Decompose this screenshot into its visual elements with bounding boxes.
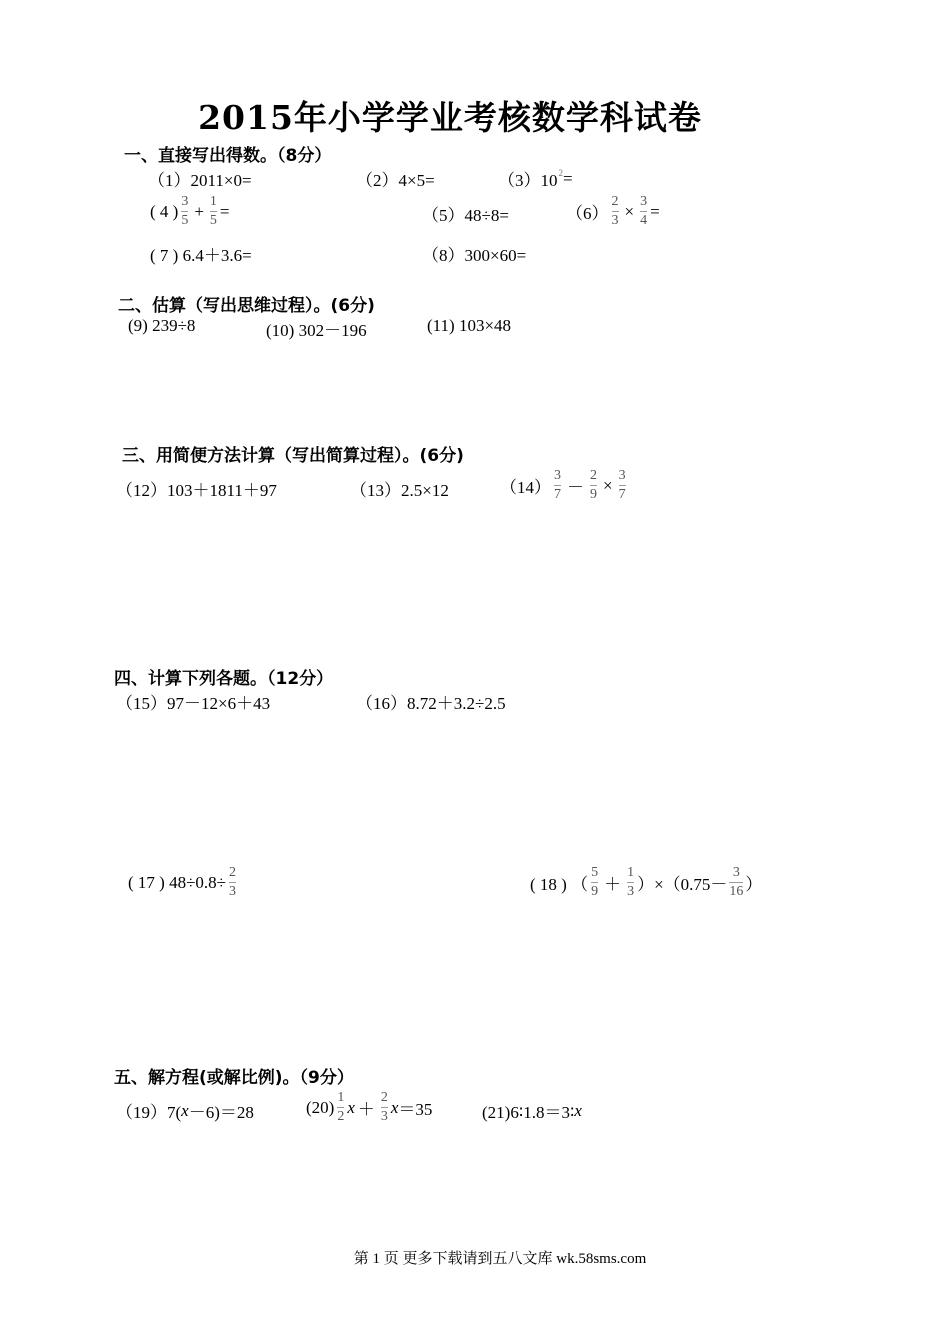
question-12: （12）103＋1811＋97 (116, 481, 277, 500)
question-18: ( 18 ) （ $\frac{5}{9}$ ＋ $\frac{1}{3}$ ）×（0.75－ $\frac{3}{16}$ ） (530, 865, 763, 899)
page-footer: 第 1 页 更多下载请到五八文库 wk.58sms.com (353, 1251, 647, 1267)
section-4-heading: 四、计算下列各题。（12分） (114, 669, 334, 689)
page-title: 2015年小学学业考核数学科试卷 (198, 98, 702, 137)
exponent: 2 (558, 167, 563, 178)
fraction: $\frac{3}{7}$ (554, 468, 561, 502)
question-14: （14） $\frac{3}{7}$ － $\frac{2}{9}$ × $\frac{3}{7}$ (500, 468, 626, 502)
question-8: （8）300×60= (422, 246, 527, 265)
question-11: (11) 103×48 (427, 316, 512, 335)
question-4: ( 4 ) $\frac{3}{5}$ + $\frac{1}{5}$ = (150, 194, 230, 228)
fraction: $\frac{3}{7}$ (618, 468, 626, 502)
question-3: （3）10 2 = (498, 167, 573, 190)
fraction: $\frac{1}{2}$ (337, 1090, 345, 1124)
fraction: $\frac{2}{3}$ (611, 194, 619, 228)
section-5-heading: 五、解方程(或解比例)。（9分） (114, 1068, 354, 1088)
question-9: (9) 239÷8 (128, 316, 196, 335)
question-7: ( 7 ) 6.4＋3.6= (150, 246, 252, 265)
fraction: $\frac{3}{16}$ (729, 865, 744, 899)
question-5: （5）48÷8= (422, 206, 509, 225)
section-1-heading: 一、直接写出得数。（8分） (124, 146, 332, 166)
fraction: $\frac{3}{4}$ (640, 194, 648, 228)
question-19: （19）7( x －6)＝28 (116, 1100, 254, 1122)
fraction: $\frac{3}{5}$ (181, 194, 189, 228)
question-1: （1）2011×0= (148, 171, 252, 190)
fraction: $\frac{2}{9}$ (590, 468, 597, 502)
question-15: （15）97－12×6＋43 (116, 694, 271, 713)
question-17: ( 17 ) 48÷0.8÷ $\frac{2}{3}$ (128, 865, 236, 899)
question-13: （13）2.5×12 (350, 481, 449, 500)
question-16: （16）8.72＋3.2÷2.5 (356, 694, 506, 713)
question-21: (21)6∶1.8＝3∶ x (482, 1100, 582, 1122)
fraction: $\frac{2}{3}$ (380, 1090, 388, 1124)
fraction: $\frac{2}{3}$ (228, 865, 236, 899)
fraction: $\frac{1}{5}$ (209, 194, 217, 228)
fraction: $\frac{5}{9}$ (591, 865, 599, 899)
section-2-heading: 二、估算（写出思维过程）。(6分) (118, 296, 375, 316)
question-10: (10) 302－196 (266, 321, 367, 340)
fraction: $\frac{1}{3}$ (627, 865, 635, 899)
question-6: （6） $\frac{2}{3}$ × $\frac{3}{4}$ = (566, 194, 660, 228)
question-20: (20) $\frac{1}{2}$ x ＋ $\frac{2}{3}$ x ＝35 (306, 1090, 433, 1124)
question-2: （2）4×5= (356, 171, 435, 190)
section-3-heading: 三、用简便方法计算（写出简算过程）。(6分) (122, 446, 464, 466)
